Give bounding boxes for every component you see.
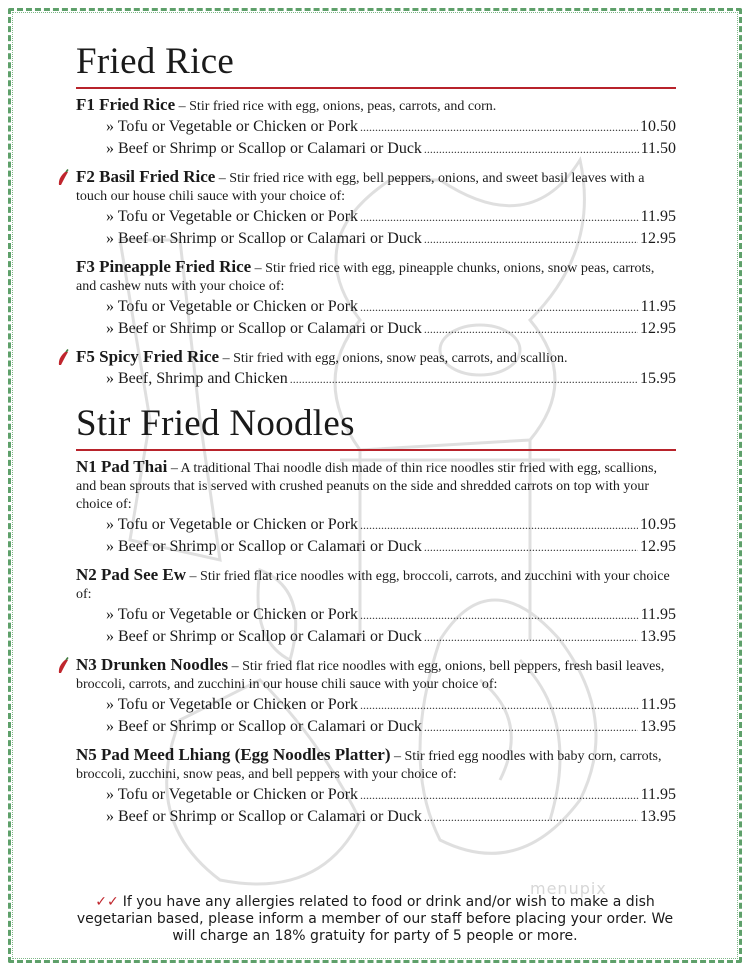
dot-leader <box>360 784 639 806</box>
price: 11.95 <box>640 298 676 315</box>
price-option <box>106 514 676 536</box>
chili-pepper-icon <box>56 169 70 187</box>
price-option <box>106 228 676 250</box>
dot-leader <box>360 514 638 536</box>
price: 15.95 <box>640 370 676 387</box>
dot-leader <box>360 296 639 318</box>
menu-item-name: F1 Fried Rice <box>76 95 176 114</box>
dot-leader <box>290 368 638 390</box>
menu-item <box>76 458 676 558</box>
price-option-label: » Tofu or Vegetable or Chicken or Pork <box>106 516 359 533</box>
section-divider <box>76 87 676 89</box>
price: 12.95 <box>640 320 676 337</box>
menu-item <box>76 96 676 160</box>
menu-item-header <box>76 348 676 368</box>
menu-item-name: N1 Pad Thai <box>76 457 168 476</box>
price: 13.95 <box>640 628 676 645</box>
price-option <box>106 206 676 228</box>
price-option <box>106 604 676 626</box>
price-option-label: » Beef, Shrimp and Chicken <box>106 370 288 387</box>
dot-leader <box>424 228 638 250</box>
menu-item-header <box>76 168 676 206</box>
allergy-note <box>70 894 680 945</box>
menu-item-header <box>76 96 676 116</box>
price-option-label: » Tofu or Vegetable or Chicken or Pork <box>106 786 359 803</box>
price-option <box>106 116 676 138</box>
chili-pepper-icon <box>56 349 70 367</box>
price-option-label: » Beef or Shrimp or Scallop or Calamari or Duck <box>106 538 422 555</box>
price-option-label: » Beef or Shrimp or Scallop or Calamari or Duck <box>106 140 422 157</box>
price-option <box>106 806 676 828</box>
price-option <box>106 694 676 716</box>
menu-item-description: – Stir fried rice with egg, onions, peas, carrots, and corn. <box>175 99 497 114</box>
price-option-label: » Beef or Shrimp or Scallop or Calamari or Duck <box>106 808 422 825</box>
price: 11.95 <box>640 606 676 623</box>
menu-item-description: – Stir fried with egg, onions, snow peas, carrots, and scallion. <box>219 351 568 366</box>
price: 10.50 <box>640 118 676 135</box>
menu-content <box>76 40 676 836</box>
price: 10.95 <box>640 516 676 533</box>
dot-leader <box>360 604 639 626</box>
price-option-label: » Tofu or Vegetable or Chicken or Pork <box>106 606 359 623</box>
menu-item-description: – Stir fried rice with egg, pineapple chunks, onions, snow peas, carrots, and cashew nuts with your choice of: <box>76 261 655 294</box>
price-option <box>106 626 676 648</box>
dot-leader <box>424 318 638 340</box>
price-option-label: » Tofu or Vegetable or Chicken or Pork <box>106 208 359 225</box>
menu-item-description: – Stir fried rice with egg, bell peppers, onions, and sweet basil leaves with a touch our house chili sauce with your choice of: <box>76 171 645 204</box>
menu-item-name: F2 Basil Fried Rice <box>76 167 216 186</box>
menu-item-description: – A traditional Thai noodle dish made of thin rice noodles stir fried with egg, scallions, and bean sprouts that is served with crushed peanuts on the side and shredded carrots on top with your choice of: <box>76 461 657 512</box>
menu-item-header <box>76 566 676 604</box>
price: 11.95 <box>640 786 676 803</box>
price: 11.95 <box>640 696 676 713</box>
price-option <box>106 318 676 340</box>
menu-item-name: N2 Pad See Ew <box>76 565 187 584</box>
menu-item-header <box>76 746 676 784</box>
menu-item-header <box>76 656 676 694</box>
price-option <box>106 536 676 558</box>
price-option-label: » Tofu or Vegetable or Chicken or Pork <box>106 696 359 713</box>
menu-item-description: – Stir fried egg noodles with baby corn, carrots, broccoli, zucchini, snow peas, and bell peppers with your choice of: <box>76 749 662 782</box>
dot-leader <box>424 536 638 558</box>
price-option <box>106 138 676 160</box>
menu-item-name: F5 Spicy Fried Rice <box>76 347 220 366</box>
menu-item-header <box>76 258 676 296</box>
menu-item <box>76 566 676 648</box>
dot-leader <box>360 694 639 716</box>
menu-item-name: N3 Drunken Noodles <box>76 655 229 674</box>
price-option-label: » Beef or Shrimp or Scallop or Calamari or Duck <box>106 628 422 645</box>
menu-item-description: – Stir fried flat rice noodles with egg, onions, bell peppers, fresh basil leaves, broccoli, carrots, and zucchini in our house chili sauce with your choice of: <box>76 659 665 692</box>
price-option <box>106 784 676 806</box>
chili-pepper-icon <box>56 657 70 675</box>
section-title: Fried Rice <box>76 41 235 82</box>
dot-leader <box>424 716 638 738</box>
price: 11.50 <box>640 140 676 157</box>
price-option <box>106 716 676 738</box>
menu-item-header <box>76 458 676 514</box>
price: 12.95 <box>640 538 676 555</box>
menu-item <box>76 348 676 390</box>
dot-leader <box>360 116 638 138</box>
price: 12.95 <box>640 230 676 247</box>
price-option-label: » Beef or Shrimp or Scallop or Calamari or Duck <box>106 320 422 337</box>
price: 13.95 <box>640 808 676 825</box>
price-option-label: » Beef or Shrimp or Scallop or Calamari or Duck <box>106 718 422 735</box>
watermark-text: menupix <box>530 879 607 898</box>
price-option-label: » Tofu or Vegetable or Chicken or Pork <box>106 298 359 315</box>
section-divider <box>76 449 676 451</box>
dot-leader <box>360 206 639 228</box>
dot-leader <box>424 138 639 160</box>
price-option <box>106 296 676 318</box>
price: 11.95 <box>640 208 676 225</box>
dot-leader <box>424 806 638 828</box>
menu-item-name: N5 Pad Meed Lhiang (Egg Noodles Platter) <box>76 745 391 764</box>
price-option-label: » Beef or Shrimp or Scallop or Calamari or Duck <box>106 230 422 247</box>
price-option-label: » Tofu or Vegetable or Chicken or Pork <box>106 118 359 135</box>
menu-item <box>76 168 676 250</box>
menu-item <box>76 258 676 340</box>
section-title: Stir Fried Noodles <box>76 403 355 444</box>
menu-item-name: F3 Pineapple Fried Rice <box>76 257 252 276</box>
dot-leader <box>424 626 638 648</box>
allergy-note-text: If you have any allergies related to food or drink and/or wish to make a dish vegetarian based, please inform a member of our staff before placing your order. We will charge an 18% gratuity for party of 5 people or more. <box>76 894 674 944</box>
menu-item <box>76 746 676 828</box>
menu-item-description: – Stir fried flat rice noodles with egg, broccoli, carrots, and zucchini with your choice of: <box>76 569 670 602</box>
check-marks-icon: ✓✓ <box>95 894 119 910</box>
menu-item <box>76 656 676 738</box>
price: 13.95 <box>640 718 676 735</box>
price-option <box>106 368 676 390</box>
